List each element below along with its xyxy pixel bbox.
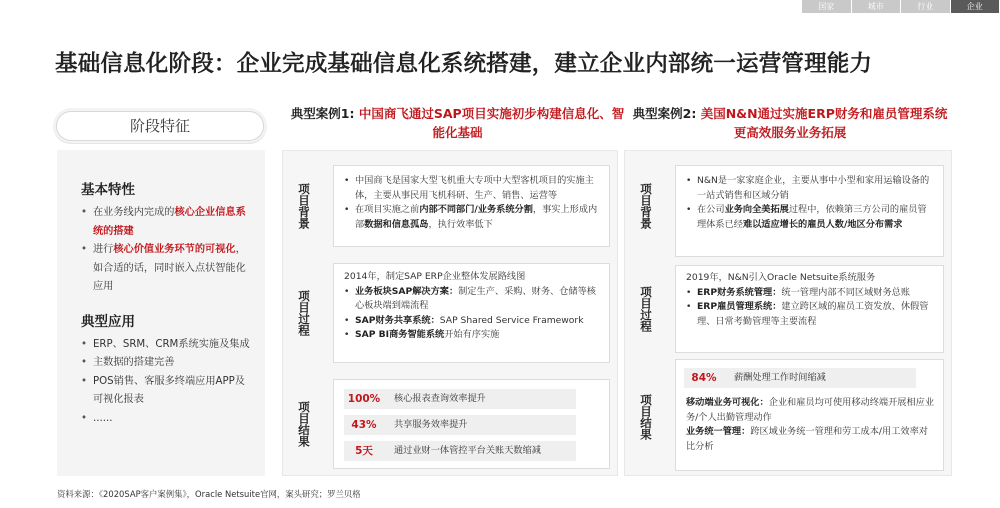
list-item: [344, 174, 601, 203]
metric-label: 薪酬处理工作时间缩减: [734, 371, 826, 383]
list-item: [686, 300, 935, 329]
result-line: [686, 425, 935, 454]
case2-label-background: 项目背景: [633, 165, 659, 247]
list-item: [81, 241, 255, 297]
bullet-text: 开始有序实施: [444, 329, 500, 341]
case1-heading: [285, 104, 630, 142]
bullet-text: 在公司: [697, 204, 725, 216]
list-item: [344, 314, 601, 329]
result-metric: [344, 441, 576, 461]
list-item: [81, 204, 255, 241]
case1-heading-prefix: 典型案例1:: [290, 106, 359, 121]
bullet-bold: ERP雇员管理系统：: [697, 301, 782, 313]
case2-heading: [630, 104, 950, 142]
case2-process-content: [675, 265, 944, 353]
top-nav: [802, 0, 1000, 13]
bullet-text: 过程中，依赖第三方公司的雇员管理体系已经: [697, 204, 927, 230]
typical-apps-heading: 典型应用: [81, 313, 135, 330]
item-highlight: 核心价值业务环节的可视化: [113, 244, 236, 255]
list-item: [686, 286, 935, 301]
list-item: • POS销售、客服多终端应用APP及可视化报表: [81, 373, 255, 410]
bullet-text: 制定生产、采购、财务、仓储等核心板块端到端流程: [355, 285, 596, 312]
process-intro: 2019年，N&N引入Oracle Netsuite系统服务: [686, 272, 876, 283]
result-line: [686, 396, 935, 425]
metric-label: 核心报表查询效率提升: [394, 392, 486, 404]
line-text: 跨区域业务统一管理和劳工成本/用工效率对比分析: [686, 426, 928, 452]
list-item: • ERP、SRM、CRM系统实施及集成: [81, 336, 255, 355]
metric-label: 共享服务效率提升: [394, 418, 468, 430]
case1-background-content: [333, 165, 610, 247]
list-item: • 主数据的搭建完善: [81, 354, 255, 373]
case2-heading-title: 美国N&N通过实施ERP财务和雇员管理系统更高效服务业务拓展: [700, 106, 948, 140]
stage-features-pill: 阶段特征: [56, 111, 264, 141]
case1-process-content: [333, 263, 610, 363]
case1-label-results: 项目结果: [291, 379, 317, 469]
line-text: 企业和雇员均可使用移动终端开展相应业务/个人出勤管理动作: [686, 397, 935, 423]
bullet-text: N&N是一家家庭企业，主要从事中小型和家用运输设备的一站式销售和区域分销: [697, 175, 930, 201]
tab-country[interactable]: 国家: [802, 0, 852, 13]
case2-label-results: 项目结果: [633, 367, 659, 467]
process-intro: 2014年，制定SAP ERP企业整体发展路线图: [344, 271, 526, 282]
result-metric: [344, 389, 576, 409]
case1-label-process: 项目过程: [291, 263, 317, 363]
metric-label: 通过业财一体管控平台关账天数缩减: [394, 444, 541, 456]
tab-industry[interactable]: 行业: [901, 0, 951, 13]
line-bold: 业务统一管理：: [686, 426, 751, 438]
bullet-bold: SAP财务共享系统：: [355, 314, 440, 326]
case2-results-content: [675, 359, 944, 471]
bullet-bold: SAP BI商务智能系统: [355, 329, 445, 341]
metric-value: 43%: [351, 418, 377, 431]
list-item: [344, 285, 601, 314]
bullet-bold: 内部不同部门/业务系统分割: [419, 204, 533, 216]
case1-label-background: 项目背景: [291, 165, 317, 247]
page-title: 基础信息化阶段：企业完成基础信息化系统搭建，建立企业内部统一运营管理能力: [55, 51, 873, 77]
case1-results-content: [333, 379, 610, 469]
bullet-bold: 数据和信息孤岛: [364, 218, 429, 230]
metric-value: 5天: [355, 444, 373, 457]
bullet-bold: 难以适应增长的雇员人数/地区分布需求: [742, 218, 903, 230]
result-metric: [684, 368, 916, 388]
stage-features-panel: [57, 150, 265, 476]
bullet-bold: 业务向全美拓展: [724, 204, 789, 216]
case1-box: [282, 150, 618, 476]
source-note: 资料来源：《2020SAP客户案例集》，Oracle Netsuite官网，案头研究；罗兰贝格: [57, 489, 361, 499]
list-item: [686, 203, 935, 232]
list-item: [344, 203, 601, 232]
bullet-text: 在项目实施之前: [355, 204, 420, 216]
bullet-text: ，事实上形成内部: [355, 204, 598, 230]
metric-value: 100%: [347, 392, 381, 405]
line-bold: 移动端业务可视化：: [686, 397, 769, 408]
bullet-bold: 业务板块SAP解决方案：: [355, 285, 459, 297]
list-item: • ......: [81, 410, 255, 429]
list-item: [686, 174, 935, 203]
case1-heading-title: 中国商飞通过SAP项目实施初步构建信息化、智能化基础: [358, 106, 625, 140]
item-text: ，如合适的话，同时嵌入点状智能化应用: [93, 244, 246, 292]
case2-label-process: 项目过程: [633, 267, 659, 351]
case2-heading-prefix: 典型案例2:: [632, 106, 701, 121]
typical-apps-list: [81, 336, 255, 429]
basic-features-list: [81, 204, 255, 297]
bullet-bold: ERP财务系统管理：: [697, 286, 782, 298]
item-text: 在业务线内完成的: [93, 207, 175, 218]
bullet-text: 建立跨区域的雇员工资发放、休假管理、日常考勤管理等主要流程: [697, 301, 929, 327]
item-highlight: 核心企业信息系统的搭建: [93, 207, 246, 237]
metric-value: 84%: [691, 371, 717, 384]
tab-enterprise[interactable]: 企业: [951, 0, 1000, 13]
stage-features-pill-frame: [53, 108, 267, 144]
bullet-text: 中国商飞是国家大型飞机重大专项中大型客机项目的实施主体，主要从事民用飞机科研、生产、销售、运营等: [355, 175, 594, 201]
case2-background-content: [675, 165, 944, 257]
item-text: 进行: [93, 244, 114, 255]
result-metric: [344, 415, 576, 435]
bullet-text: 统一管理内部不同区域财务总账: [781, 286, 911, 298]
tab-city[interactable]: 城市: [852, 0, 902, 13]
basic-features-heading: 基本特性: [81, 182, 135, 198]
case2-box: [624, 150, 952, 476]
bullet-text: ，执行效率低下: [428, 218, 493, 230]
bullet-text: SAP Shared Service Framework: [439, 314, 584, 326]
list-item: [344, 328, 601, 343]
